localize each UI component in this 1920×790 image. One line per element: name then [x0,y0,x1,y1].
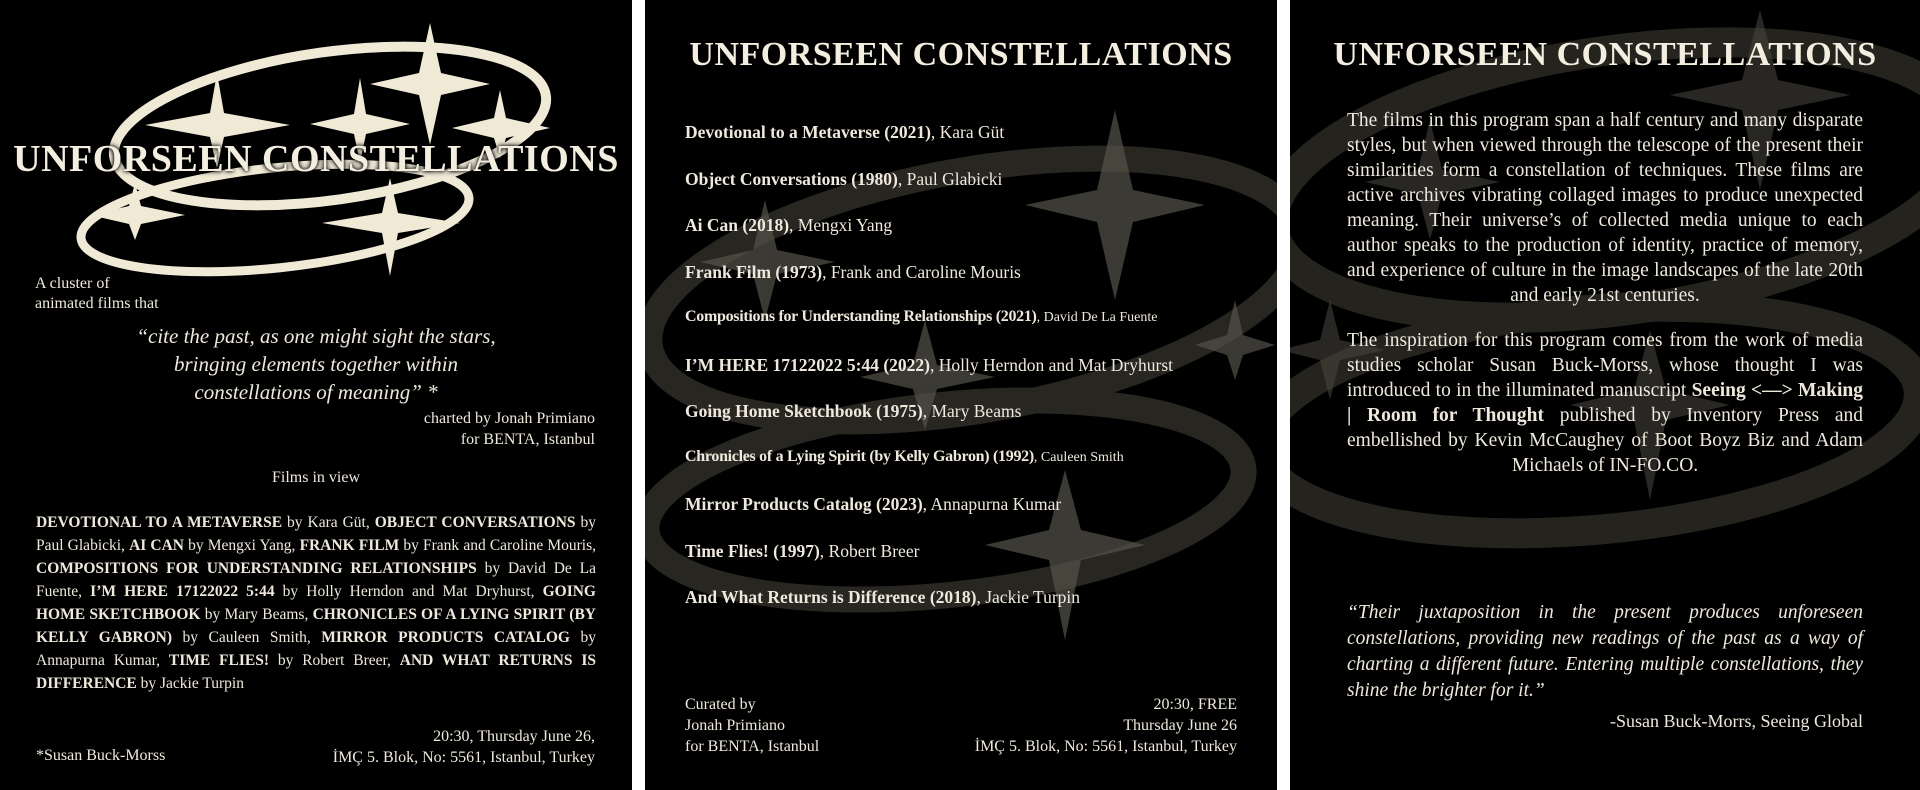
film-director: , Mary Beams [922,401,1022,421]
event-date-location: 20:30, Thursday June 26, İMÇ 5. Blok, No: 5561, Istanbul, Turkey [332,728,595,766]
program-title: UNFORSEEN CONSTELLATIONS [689,36,1233,73]
film-title: FRANK FILM [299,537,400,554]
film-title: Compositions for Understanding Relationships (2021) [685,308,1037,325]
list-item [685,448,1260,495]
films-in-view-list [36,511,596,695]
film-title: Ai Can (2018) [685,215,790,235]
film-title: GOING HOME SKETCHBOOK [36,583,596,623]
film-title: Chronicles of a Lying Spirit (by Kelly Gabron) (1992) [685,447,1034,465]
film-director: , Paul Glabicki [897,168,1003,189]
statement-title: UNFORSEEN CONSTELLATIONS [1333,36,1877,73]
film-title: Frank Film (1973) [685,261,823,282]
film-title: TIME FLIES! [168,652,270,669]
list-item [685,355,1260,402]
film-title: CHRONICLES OF A LYING SPIRIT (BY KELLY GABRON) [36,606,596,646]
closing-quote: “Their juxtaposition in the present produces unforeseen constellations, providing new readings of the past as a way of charting a different future. Entering multiple constellations, they shine the brighter for it.” [1347,602,1863,701]
film-credit: by David De La Fuente, [36,560,596,600]
poster-panel-program [645,0,1277,790]
list-item [685,494,1260,541]
curated-by: Curated by Jonah Primiano for BENTA, Istanbul [685,696,820,755]
film-title: MIRROR PRODUCTS CATALOG [321,629,570,646]
film-director: , Holly Herndon and Mat Dryhurst [929,354,1174,375]
film-title: And What Returns is Difference (2018) [685,587,977,607]
film-title: OBJECT CONVERSATIONS [374,514,576,531]
footnote: *Susan Buck-Morss [36,747,166,764]
book-title: Seeing <—> Making | Room for Thought [1347,380,1864,426]
film-title: Going Home Sketchbook (1975) [685,401,923,421]
film-title: Object Conversations (1980) [685,168,898,189]
list-item [685,308,1260,355]
quote-attribution: -Susan Buck-Morrs, Seeing Global [1610,711,1863,731]
film-director: , Annapurna Kumar [922,494,1062,514]
film-credit: by Paul Glabicki, [36,514,596,554]
film-director: , Kara Güt [930,122,1005,142]
list-item [685,215,1260,262]
film-director: , Jackie Turpin [976,587,1081,607]
film-title: I’M HERE 17122022 5:44 [90,583,275,600]
film-title: I’M HERE 17122022 5:44 (2022) [685,354,930,375]
list-item [685,401,1260,448]
film-title: Time Flies! (1997) [685,540,820,561]
film-director: , David De La Fuente [1036,310,1158,325]
film-title: COMPOSITIONS FOR UNDERSTANDING RELATIONSHIPS [36,560,477,577]
list-item [685,169,1260,216]
film-title: DEVOTIONAL TO A METAVERSE [36,514,283,531]
poster-panel-statement [1290,0,1920,790]
film-credit: by Mengxi Yang, [184,537,300,554]
program-film-list [685,122,1260,634]
cover-quote: “cite the past, as one might sight the stars, bringing elements together within constellations of meaning” * [136,324,496,404]
film-credit: by Holly Herndon and Mat Dryhurst, [274,583,543,600]
film-credit: by Robert Breer, [269,652,400,669]
intro-text: A cluster of animated films that [35,275,159,312]
film-title: Devotional to a Metaverse (2021) [685,122,931,142]
film-credit: by Frank and Caroline Mouris, [399,537,596,554]
film-credit: by Cauleen Smith, [171,629,322,646]
film-title: Mirror Products Catalog (2023) [685,494,923,514]
film-credit: by Annapurna Kumar, [36,629,596,669]
film-director: , Cauleen Smith [1033,449,1124,465]
list-item [685,262,1260,309]
films-heading: Films in view [271,469,360,486]
film-title: AND WHAT RETURNS IS DIFFERENCE [36,652,596,692]
statement-paragraph: The inspiration for this program comes from the work of media studies scholar Susan Buck-Morss, whose thought I was introduced to in the illuminated manuscript Seeing <—> Making | Room for Thought published by Inventory Press and embellished by Kevin McCaughey of Boot Boyz Biz and Adam Michaels of IN-FO.CO. [1347,330,1864,476]
event-info: 20:30, FREE Thursday June 26 İMÇ 5. Blok, No: 5561, Istanbul, Turkey [974,696,1237,755]
list-item [685,122,1260,169]
film-director: , Robert Breer [819,540,920,561]
film-director: , Mengxi Yang [789,215,893,235]
film-credit: by Kara Güt, [282,514,375,531]
film-director: , Frank and Caroline Mouris [822,261,1021,282]
poster-title: UNFORSEEN CONSTELLATIONS [13,138,619,180]
film-credit: by Jackie Turpin [136,675,244,692]
film-credit: by Mary Beams, [200,606,313,623]
poster-panel-cover [0,0,632,790]
statement-paragraph: The films in this program span a half century and many disparate styles, but when viewed through the telescope of the present their similarities form a constellation of techniques. These films are active archives vibrating collaged images to produce unexpected meaning. Their universe’s of collected media unique to each author speaks to the production of identity, practice of memory, and experience of culture in the image landscapes of the late 20th and early 21st centuries. [1347,110,1863,306]
list-item [685,587,1260,634]
charted-by: charted by Jonah Primiano for BENTA, Istanbul [423,410,595,448]
list-item [685,541,1260,588]
curatorial-statement [1347,108,1863,498]
film-title: AI CAN [129,537,184,554]
